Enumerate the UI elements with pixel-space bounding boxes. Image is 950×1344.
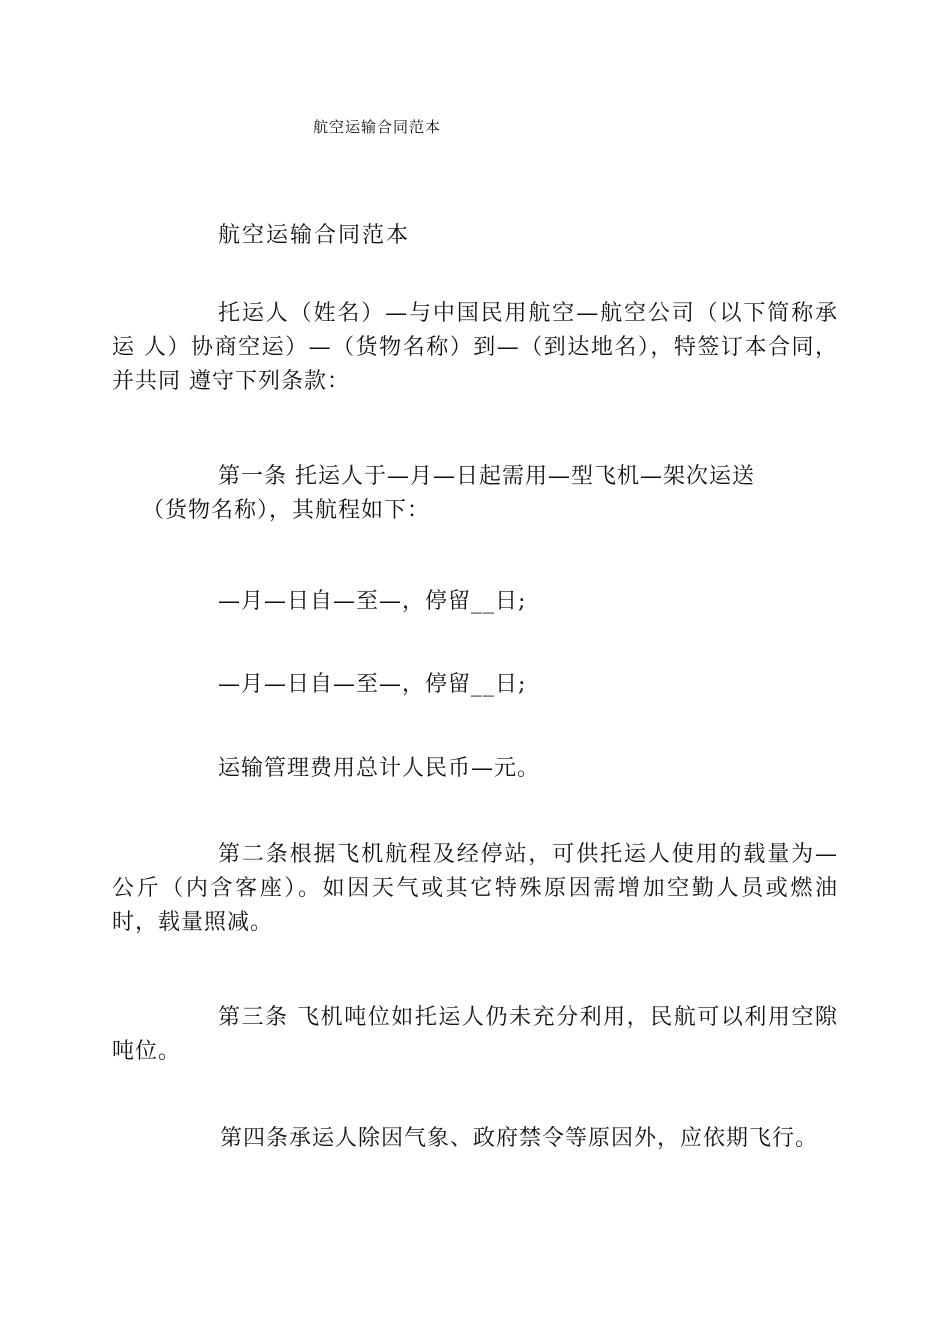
article-1	[112, 460, 838, 528]
route-line-1: —月—日自—至—，停留__日;	[218, 589, 527, 614]
route-line-2: —月—日自—至—，停留__日;	[218, 672, 527, 697]
article-2: 第二条根据飞机航程及经停站，可供托运人使用的载量为—公斤（内含客座）。如因天气或其它特殊原因需增加空勤人员或燃油 时，载量照减。	[112, 842, 838, 935]
fee-line: 运输管理费用总计人民币—元。	[218, 756, 541, 781]
article-1-line-2: （货物名称），其航程如下：	[142, 498, 431, 523]
article-1-line-1: 第一条 托运人于—月—日起需用—型飞机—架次运送	[218, 464, 755, 489]
running-header: 航空运输合同范本	[313, 118, 442, 136]
intro-paragraph: 托运人（姓名）—与中国民用航空—航空公司（以下简称承运 人）协商空运）—（货物名称）到—（到达地名），特签订本合同，并共同 遵守下列条款：	[112, 301, 838, 394]
article-4: 第四条承运人除因气象、政府禁令等原因外，应依期飞行。	[220, 1126, 819, 1151]
document-title: 航空运输合同范本	[218, 223, 411, 248]
article-3: 第三条 飞机吨位如托运人仍未充分利用，民航可以利用空隙吨位。	[112, 1005, 838, 1064]
